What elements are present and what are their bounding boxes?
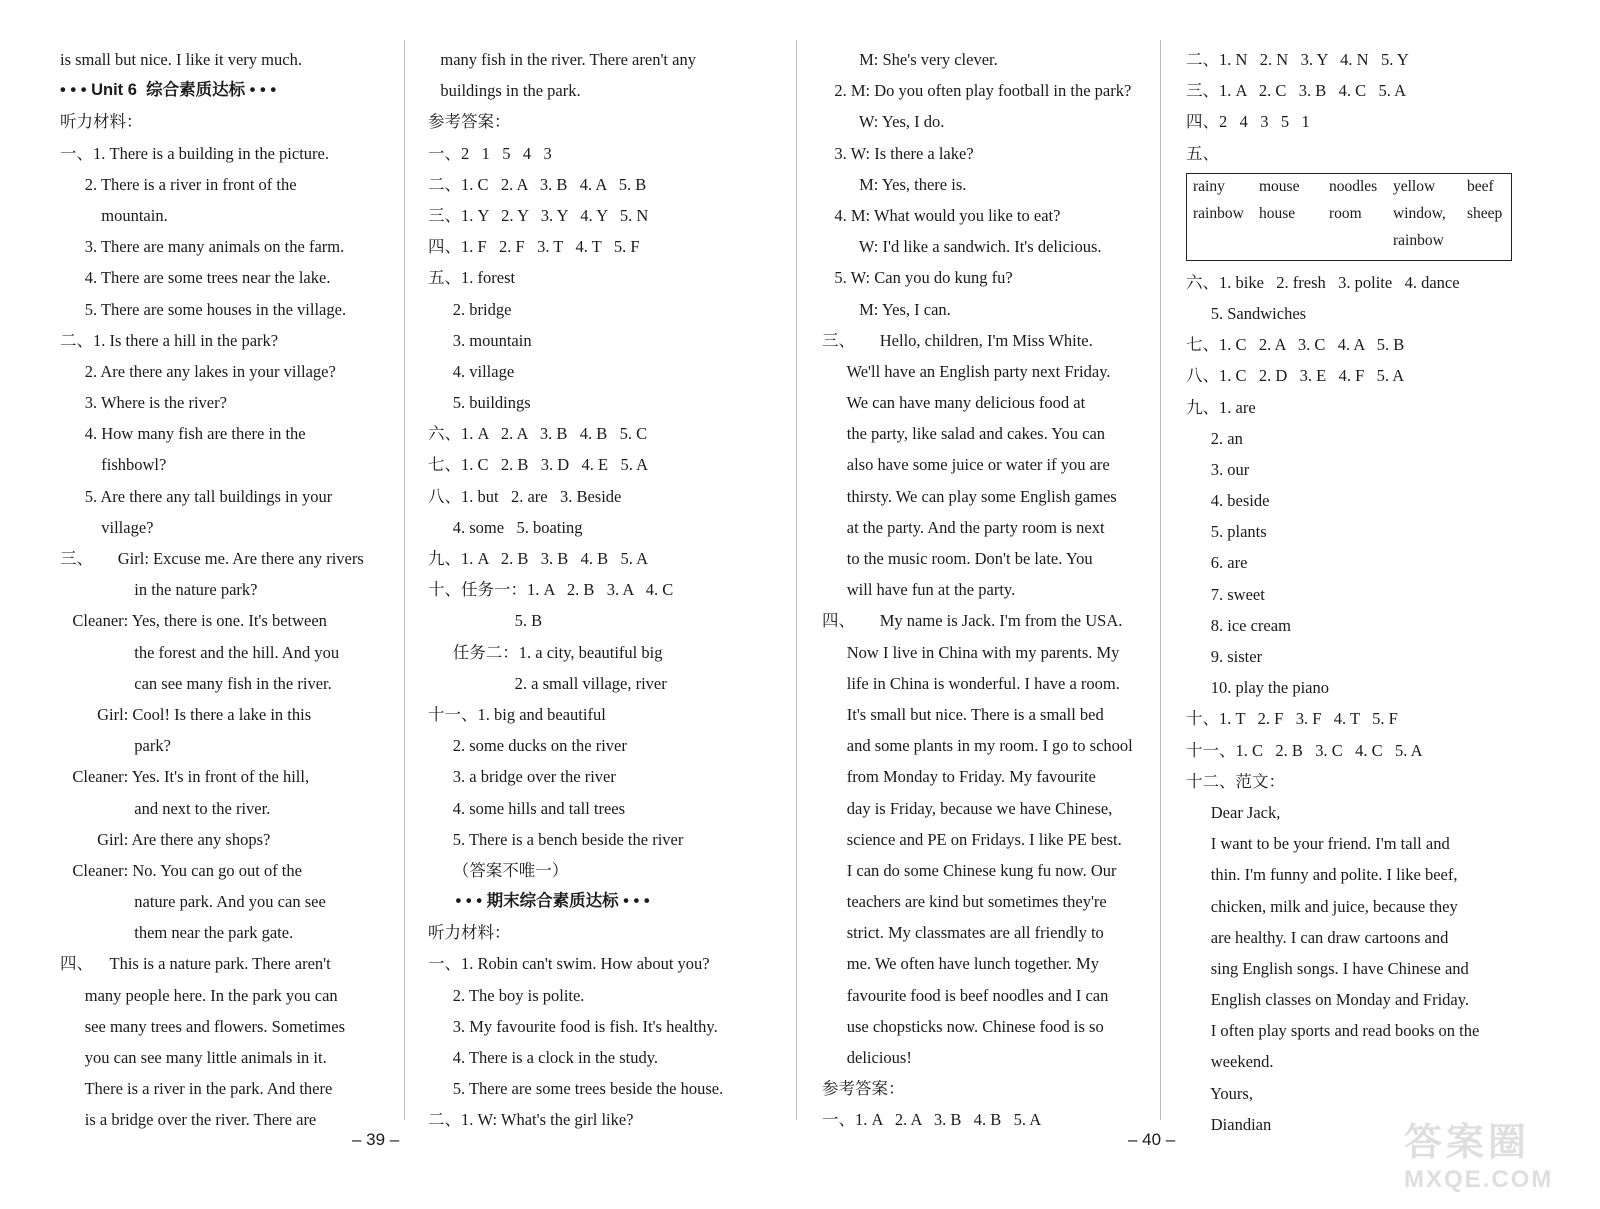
- text-line: fishbowl?: [60, 455, 167, 475]
- text-line: 5. buildings: [428, 393, 531, 413]
- text-line: 十、任务一：1. A 2. B 3. A 4. C: [428, 580, 674, 600]
- page-40-column-2: [1186, 44, 1526, 1140]
- text-line: Cleaner: Yes, there is one. It's between: [60, 611, 327, 631]
- text-line: 2. bridge: [428, 299, 512, 319]
- text-line: 八、1. C 2. D 3. E 4. F 5. A: [1186, 366, 1405, 386]
- column-divider-left: [404, 40, 405, 1120]
- text-line: Diandian: [1186, 1114, 1272, 1134]
- text-line: 5. plants: [1186, 522, 1267, 542]
- text-line: 一、1. There is a building in the picture.: [60, 143, 329, 163]
- text-line: favourite food is beef noodles and I can: [822, 985, 1109, 1005]
- word-cell: house: [1259, 204, 1296, 222]
- text-line: 任务二：1. a city, beautiful big: [428, 642, 663, 662]
- text-line: many people here. In the park you can: [60, 985, 338, 1005]
- text-line: Cleaner: Yes. It's in front of the hill,: [60, 767, 310, 787]
- text-line: at the party. And the party room is next: [822, 517, 1105, 537]
- text-line: 四、2 4 3 5 1: [1186, 112, 1310, 132]
- text-line: Dear Jack,: [1186, 802, 1281, 822]
- text-line: 七、1. C 2. A 3. C 4. A 5. B: [1186, 335, 1405, 355]
- text-line: the forest and the hill. And you: [60, 642, 340, 662]
- text-line: 5. There are some houses in the village.: [60, 299, 347, 319]
- text-line: buildings in the park.: [428, 81, 581, 101]
- text-line: 七、1. C 2. B 3. D 4. E 5. A: [428, 455, 649, 475]
- text-line: 3. a bridge over the river: [428, 767, 616, 787]
- text-line: 2. The boy is polite.: [428, 985, 585, 1005]
- word-cell: room: [1329, 204, 1362, 222]
- text-line: 四、 This is a nature park. There aren't: [60, 954, 331, 974]
- text-line: 十一、1. big and beautiful: [428, 704, 606, 724]
- text-line: 一、2 1 5 4 3: [428, 143, 552, 163]
- word-cell: noodles: [1329, 177, 1378, 195]
- text-line: 4. village: [428, 361, 515, 381]
- text-line: delicious!: [822, 1048, 912, 1067]
- text-line: 4. There are some trees near the lake.: [60, 268, 331, 288]
- text-line: can see many fish in the river.: [60, 673, 332, 693]
- text-line: weekend.: [1186, 1052, 1274, 1072]
- word-cell: sheep: [1467, 204, 1503, 222]
- text-line: 6. are: [1186, 553, 1248, 573]
- text-line: 4. some 5. boating: [428, 517, 583, 537]
- page-number-39: – 39 –: [352, 1130, 400, 1149]
- text-line: W: I'd like a sandwich. It's delicious.: [822, 237, 1102, 257]
- text-line: 7. sweet: [1186, 584, 1265, 604]
- text-line: sing English songs. I have Chinese and: [1186, 958, 1469, 978]
- text-line: 十、1. T 2. F 3. F 4. T 5. F: [1186, 709, 1398, 729]
- text-line: 十一、1. C 2. B 3. C 4. C 5. A: [1186, 740, 1423, 760]
- text-line: life in China is wonderful. I have a room.: [822, 673, 1120, 693]
- page-39-column-2: [428, 44, 768, 1136]
- text-line: • • • 期末综合素质达标 • • •: [428, 892, 650, 911]
- text-line: 2. an: [1186, 428, 1243, 448]
- text-line: M: Yes, there is.: [822, 174, 967, 194]
- text-line: 参考答案：: [822, 1079, 905, 1099]
- word-cell: rainbow: [1193, 204, 1244, 222]
- text-line: 3. There are many animals on the farm.: [60, 237, 345, 257]
- text-line: We'll have an English party next Friday.: [822, 361, 1111, 381]
- word-cell: rainbow: [1393, 231, 1444, 249]
- text-line: 4. M: What would you like to eat?: [822, 205, 1061, 225]
- text-line: 参考答案：: [428, 112, 511, 132]
- text-line: village?: [60, 517, 154, 537]
- text-line: 3. our: [1186, 459, 1250, 479]
- text-line: I often play sports and read books on the: [1186, 1021, 1480, 1041]
- text-line: 10. play the piano: [1186, 678, 1329, 698]
- text-line: is small but nice. I like it very much.: [60, 50, 302, 69]
- text-line: 2. M: Do you often play football in the park?: [822, 81, 1132, 101]
- text-line: to the music room. Don't be late. You: [822, 549, 1093, 568]
- text-line: thin. I'm funny and polite. I like beef,: [1186, 865, 1458, 885]
- text-line: 三、 Hello, children, I'm Miss White.: [822, 330, 1093, 350]
- text-line: strict. My classmates are all friendly to: [822, 923, 1104, 943]
- text-line: Girl: Cool! Is there a lake in this: [60, 704, 312, 724]
- word-cell: rainy: [1193, 177, 1225, 195]
- text-line: 2. There is a river in front of the: [60, 174, 297, 194]
- text-line: the party, like salad and cakes. You can: [822, 424, 1106, 444]
- text-line: W: Yes, I do.: [822, 112, 945, 132]
- text-line: 4. beside: [1186, 491, 1270, 511]
- text-line: 四、 My name is Jack. I'm from the USA.: [822, 611, 1123, 631]
- text-line: 二、1. C 2. A 3. B 4. A 5. B: [428, 174, 647, 194]
- text-line: 十二、范文：: [1186, 771, 1285, 791]
- text-line: English classes on Monday and Friday.: [1186, 990, 1470, 1010]
- text-line: 三、1. A 2. C 3. B 4. C 5. A: [1186, 81, 1407, 101]
- text-line: from Monday to Friday. My favourite: [822, 767, 1096, 787]
- watermark-text-bottom: MXQE.COM: [1404, 1166, 1554, 1193]
- text-line: me. We often have lunch together. My: [822, 954, 1099, 974]
- text-line: thirsty. We can play some English games: [822, 486, 1117, 506]
- text-line: 六、1. bike 2. fresh 3. polite 4. dance: [1186, 272, 1460, 292]
- text-line: 9. sister: [1186, 647, 1263, 666]
- text-line: 3. mountain: [428, 330, 532, 350]
- text-line: in the nature park?: [60, 580, 258, 600]
- watermark-logo: [1404, 1111, 1584, 1201]
- text-line: 5. B: [428, 611, 543, 631]
- text-line: 听力材料：: [60, 112, 143, 132]
- text-line: 二、1. W: What's the girl like?: [428, 1110, 634, 1130]
- text-line: 8. ice cream: [1186, 615, 1291, 635]
- text-line: I can do some Chinese kung fu now. Our: [822, 860, 1117, 880]
- text-line: M: Yes, I can.: [822, 299, 951, 319]
- text-line: 2. Are there any lakes in your village?: [60, 361, 336, 381]
- text-line: 九、1. A 2. B 3. B 4. B 5. A: [428, 549, 649, 568]
- text-line: Cleaner: No. You can go out of the: [60, 860, 302, 880]
- text-line: 三、 Girl: Excuse me. Are there any rivers: [60, 549, 364, 568]
- text-line: It's small but nice. There is a small bed: [822, 704, 1104, 724]
- text-line: and next to the river.: [60, 798, 271, 818]
- text-line: 4. There is a clock in the study.: [428, 1048, 659, 1067]
- text-line: 四、1. F 2. F 3. T 4. T 5. F: [428, 237, 640, 257]
- word-cell: mouse: [1259, 177, 1300, 195]
- text-line: 4. How many fish are there in the: [60, 424, 306, 444]
- page-40-column-1: [822, 44, 1162, 1136]
- text-line: many fish in the river. There aren't any: [428, 50, 696, 69]
- text-line: 一、1. A 2. A 3. B 4. B 5. A: [822, 1110, 1042, 1130]
- text-line: • • • Unit 6 综合素质达标 • • •: [60, 81, 277, 100]
- text-line: mountain.: [60, 205, 168, 225]
- page-39-column-1: [60, 44, 390, 1136]
- text-line: see many trees and flowers. Sometimes: [60, 1016, 346, 1036]
- text-line: 六、1. A 2. A 3. B 4. B 5. C: [428, 424, 648, 444]
- text-line: chicken, milk and juice, because they: [1186, 896, 1458, 916]
- text-line: day is Friday, because we have Chinese,: [822, 798, 1113, 818]
- page-divider: [796, 40, 797, 1120]
- text-line: M: She's very clever.: [822, 50, 998, 69]
- text-line: 5. There are some trees beside the house.: [428, 1079, 724, 1099]
- text-line: （答案不唯一）: [428, 860, 569, 880]
- text-line: use chopsticks now. Chinese food is so: [822, 1016, 1104, 1036]
- text-line: are healthy. I can draw cartoons and: [1186, 927, 1449, 947]
- text-line: There is a river in the park. And there: [60, 1079, 333, 1099]
- word-cell: window,: [1393, 204, 1446, 222]
- text-line: 八、1. but 2. are 3. Beside: [428, 486, 622, 506]
- text-line: will have fun at the party.: [822, 580, 1016, 600]
- text-line: 二、1. N 2. N 3. Y 4. N 5. Y: [1186, 50, 1409, 69]
- text-line: 3. My favourite food is fish. It's healthy.: [428, 1016, 718, 1036]
- text-line: and some plants in my room. I go to school: [822, 736, 1133, 756]
- text-line: 5. Sandwiches: [1186, 303, 1307, 323]
- text-line: nature park. And you can see: [60, 892, 326, 912]
- text-line: 3. W: Is there a lake?: [822, 143, 974, 163]
- word-cell: beef: [1467, 177, 1494, 195]
- answers-block-bottom: [1186, 267, 1526, 1140]
- text-line: I want to be your friend. I'm tall and: [1186, 834, 1450, 854]
- word-sort-box: [1186, 173, 1512, 261]
- text-line: is a bridge over the river. There are: [60, 1110, 317, 1130]
- text-line: teachers are kind but sometimes they're: [822, 892, 1107, 912]
- text-line: 3. Where is the river?: [60, 393, 227, 413]
- text-line: 2. a small village, river: [428, 673, 667, 693]
- text-line: 听力材料：: [428, 923, 511, 943]
- text-line: 五、1. forest: [428, 268, 516, 288]
- text-line: them near the park gate.: [60, 923, 294, 943]
- text-line: We can have many delicious food at: [822, 393, 1086, 413]
- text-line: 5. Are there any tall buildings in your: [60, 486, 333, 506]
- text-line: you can see many little animals in it.: [60, 1048, 327, 1067]
- text-line: 4. some hills and tall trees: [428, 798, 626, 818]
- text-line: Yours,: [1186, 1083, 1253, 1103]
- text-line: park?: [60, 736, 171, 756]
- text-line: 5. There is a bench beside the river: [428, 829, 684, 849]
- word-cell: yellow: [1393, 177, 1436, 195]
- text-line: 五、: [1186, 143, 1219, 163]
- text-line: Now I live in China with my parents. My: [822, 642, 1120, 662]
- text-line: also have some juice or water if you are: [822, 455, 1110, 475]
- page-number-40: – 40 –: [1128, 1130, 1176, 1149]
- text-line: Girl: Are there any shops?: [60, 829, 271, 849]
- text-line: 2. some ducks on the river: [428, 736, 627, 756]
- text-line: 三、1. Y 2. Y 3. Y 4. Y 5. N: [428, 205, 649, 225]
- answers-block-top: [1186, 44, 1526, 169]
- text-line: 九、1. are: [1186, 397, 1256, 417]
- text-line: 5. W: Can you do kung fu?: [822, 268, 1013, 288]
- text-line: 一、1. Robin can't swim. How about you?: [428, 954, 710, 974]
- text-line: 二、1. Is there a hill in the park?: [60, 330, 279, 350]
- text-line: science and PE on Fridays. I like PE best.: [822, 829, 1122, 849]
- watermark-text-top: 答案圈: [1404, 1122, 1531, 1164]
